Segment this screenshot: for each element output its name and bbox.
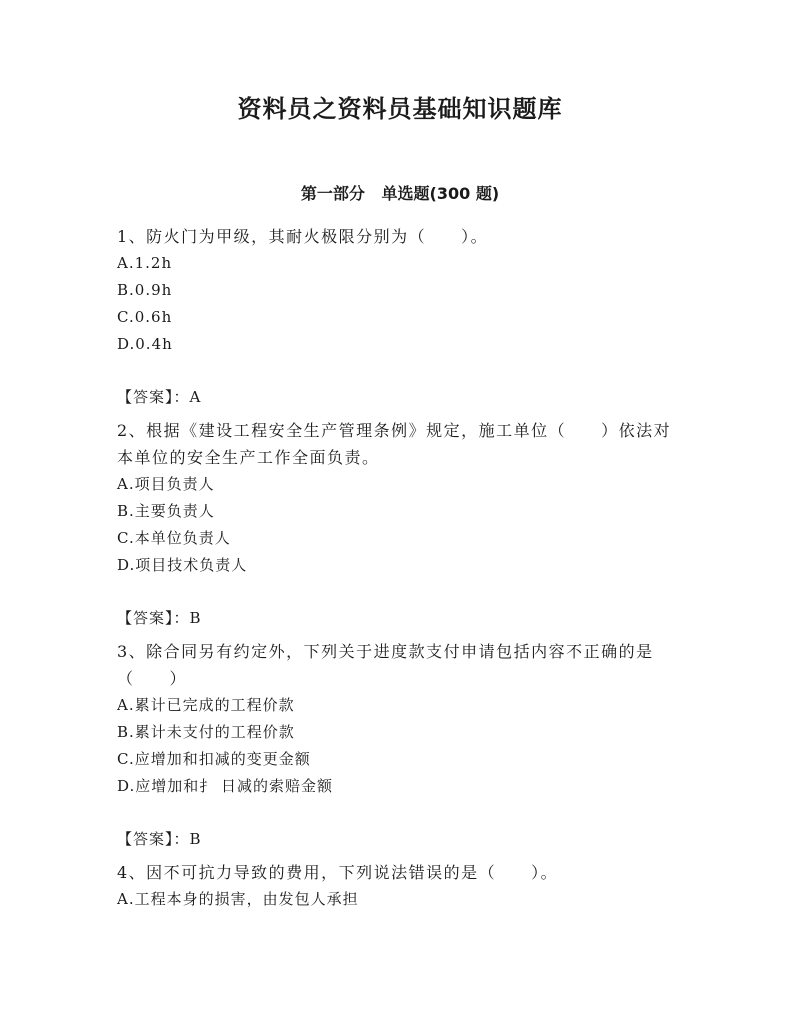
option-a: A.项目负责人 — [117, 475, 215, 493]
answer-text: 【答案】：B — [117, 609, 202, 627]
option-d: D.项目技术负责人 — [117, 556, 248, 574]
option-c: C.本单位负责人 — [117, 529, 231, 547]
document-title: 资料员之资料员基础知识题库 — [237, 95, 563, 123]
option-b: B.累计未支付的工程价款 — [117, 723, 295, 741]
section-heading: 第一部分 单选题(300 题) — [300, 184, 500, 203]
option-b: B.主要负责人 — [117, 502, 215, 520]
answer-text: 【答案】：A — [117, 388, 202, 406]
option-a: A.工程本身的损害，由发包人承担 — [117, 890, 359, 908]
option-d: D.应增加和扌 日减的索赔金额 — [117, 777, 334, 795]
question-text: 4、因不可抗力导致的费用，下列说法错误的是（ ）。 — [117, 863, 559, 882]
option-a: A.1.2h — [117, 254, 173, 272]
question-text: 1、防火门为甲级，其耐火极限分别为（ ）。 — [117, 227, 489, 246]
option-a: A.累计已完成的工程价款 — [117, 696, 295, 714]
question-block — [117, 638, 687, 853]
option-b: B.0.9h — [117, 281, 173, 299]
question-block — [117, 417, 687, 632]
question-block — [117, 859, 687, 913]
answer-text: 【答案】：B — [117, 830, 202, 848]
question-block — [117, 223, 687, 411]
option-c: C.0.6h — [117, 308, 173, 326]
question-text: 2、根据《建设工程安全生产管理条例》规定，施工单位（ ）依法对本单位的安全生产工作全面负责。 — [117, 421, 672, 467]
option-d: D.0.4h — [117, 335, 173, 353]
option-c: C.应增加和扣减的变更金额 — [117, 750, 311, 768]
question-text: 3、除合同另有约定外，下列关于进度款支付申请包括内容不正确的是（ ） — [117, 642, 654, 688]
question-list — [117, 223, 687, 913]
